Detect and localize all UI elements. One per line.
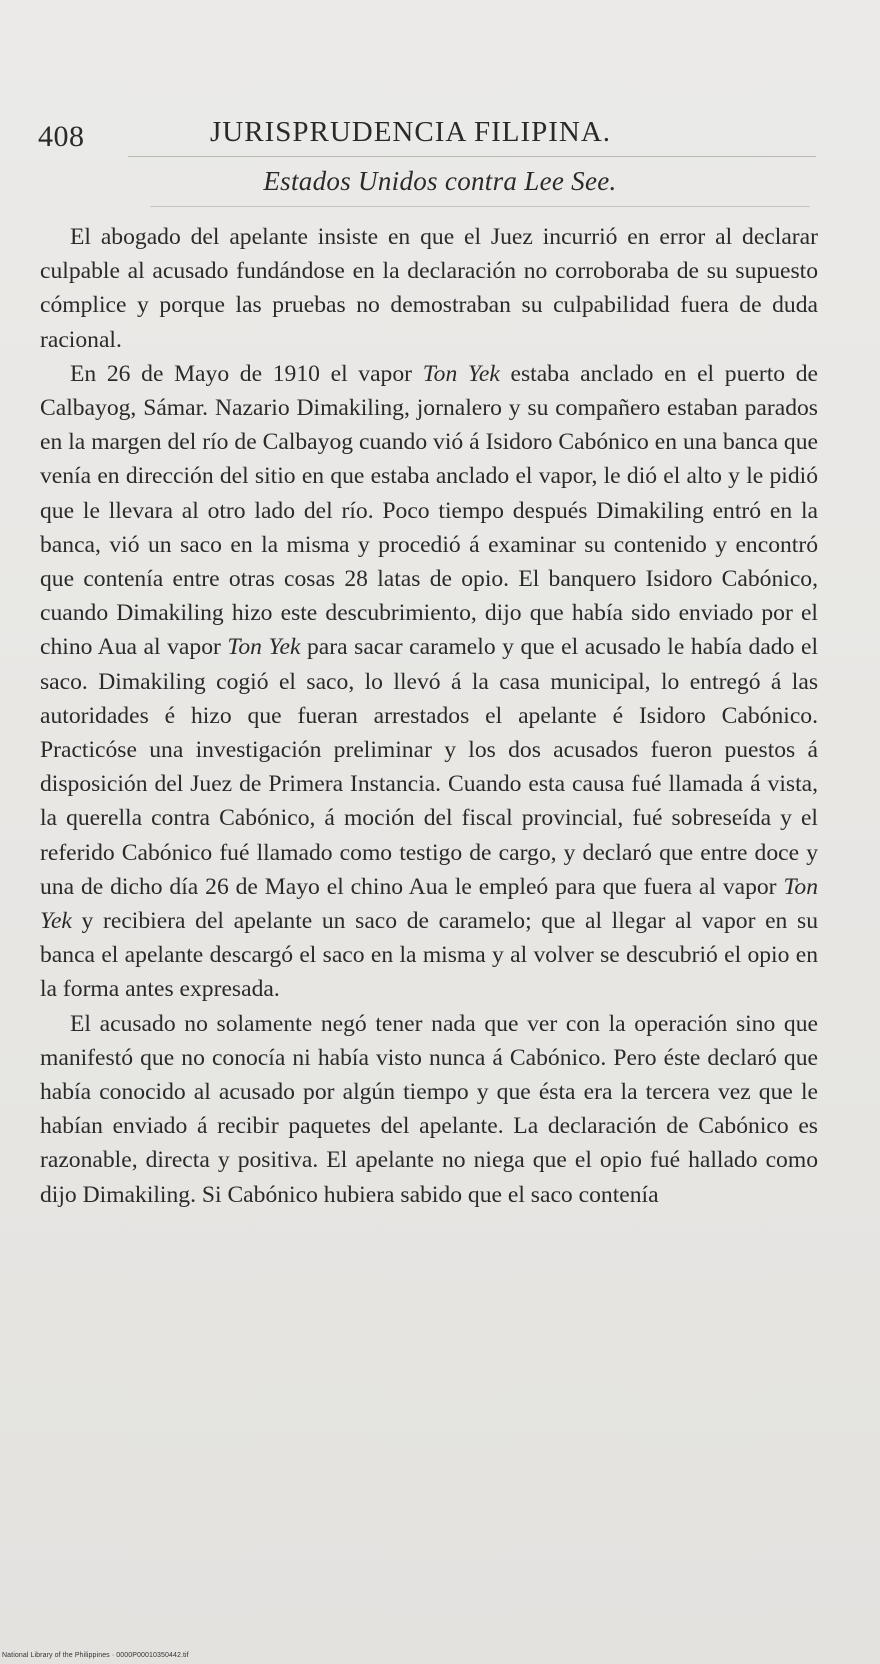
scan-footer-note: National Library of the Philippines · 0000P00010350442.tif bbox=[2, 1652, 189, 1659]
text-segment: para sacar caramelo y que el acusado le había dado el saco. Dimakiling cogió el saco, lo llevó á la casa municipal, lo entregó á las autoridades é hizo que fueran arrestados el apelante é Isidoro Cabónico. Practicóse una investigación preliminar y los dos acusados fueron puestos á disposición del Juez de Primera Instancia. Cuando esta causa fué llamada á vista, la querella contra Cabónico, á moción del fiscal provincial, fué sobreseída y el referido Cabónico fué llamado como testigo de cargo, y declaró que entre doce y una de dicho día 26 de Mayo el chino Aua le empleó para que fuera al vapor bbox=[40, 634, 818, 900]
text-segment: y recibiera del apelante un saco de caramelo; que al llegar al vapor en su banca el apelante descargó el saco en la misma y al volver se descubrió el opio en la forma antes expresada. bbox=[40, 908, 818, 1003]
text-segment: En 26 de Mayo de 1910 el vapor bbox=[70, 360, 423, 387]
page-number: 408 bbox=[38, 120, 85, 153]
running-title: JURISPRUDENCIA FILIPINA. bbox=[210, 116, 612, 148]
page-header bbox=[38, 112, 828, 152]
text-segment: estaba anclado en el puerto de Calbayog, Sámar. Nazario Dimakiling, jornalero y su compañero estaban parados en la margen del río de Calbayog cuando vió á Isidoro Cabónico en una banca que venía en dirección del sitio en que estaba anclado el vapor, le dió el alto y le pidió que le llevara al otro lado del río. Poco tiempo después Dimakiling entró en la banca, vió un saco en la misma y procedió á examinar su contenido y encontró que contenía entre otras cosas 28 latas de opio. El banquero Isidoro Cabónico, cuando Dimakiling hizo este descubrimiento, dijo que había sido enviado por el chino Aua al vapor bbox=[40, 360, 818, 661]
ship-name: Ton Yek bbox=[40, 873, 818, 935]
case-title: Estados Unidos contra Lee See. bbox=[263, 166, 617, 196]
ship-name: Ton Yek bbox=[227, 634, 301, 661]
text-segment: El acusado no solamente negó tener nada que ver con la operación sino que manifestó que no conocía ni había visto nunca á Cabónico. Pero éste declaró que había conocido al acusado por algún tiempo y que ésta era la tercera vez que le habían enviado á recibir paquetes del apelante. La declaración de Cabónico es razonable, directa y positiva. El apelante no niega que el opio fué hallado como dijo Dimakiling. Si Cabónico hubiera sabido que el saco contenía bbox=[40, 1010, 818, 1208]
body-text bbox=[40, 220, 818, 1212]
text-segment: El abogado del apelante insiste en que el Juez incurrió en error al declarar culpable al acusado fundándose en la declaración no corroboraba de su supuesto cómplice y porque las pruebas no demostraban su culpabilidad fuera de duda racional. bbox=[40, 224, 818, 353]
paragraph-2 bbox=[40, 357, 818, 1007]
paragraph-1 bbox=[40, 220, 818, 357]
ship-name: Ton Yek bbox=[422, 360, 500, 387]
paragraph-3 bbox=[40, 1007, 818, 1212]
header-rule bbox=[128, 156, 816, 157]
case-title-rule bbox=[150, 206, 810, 207]
